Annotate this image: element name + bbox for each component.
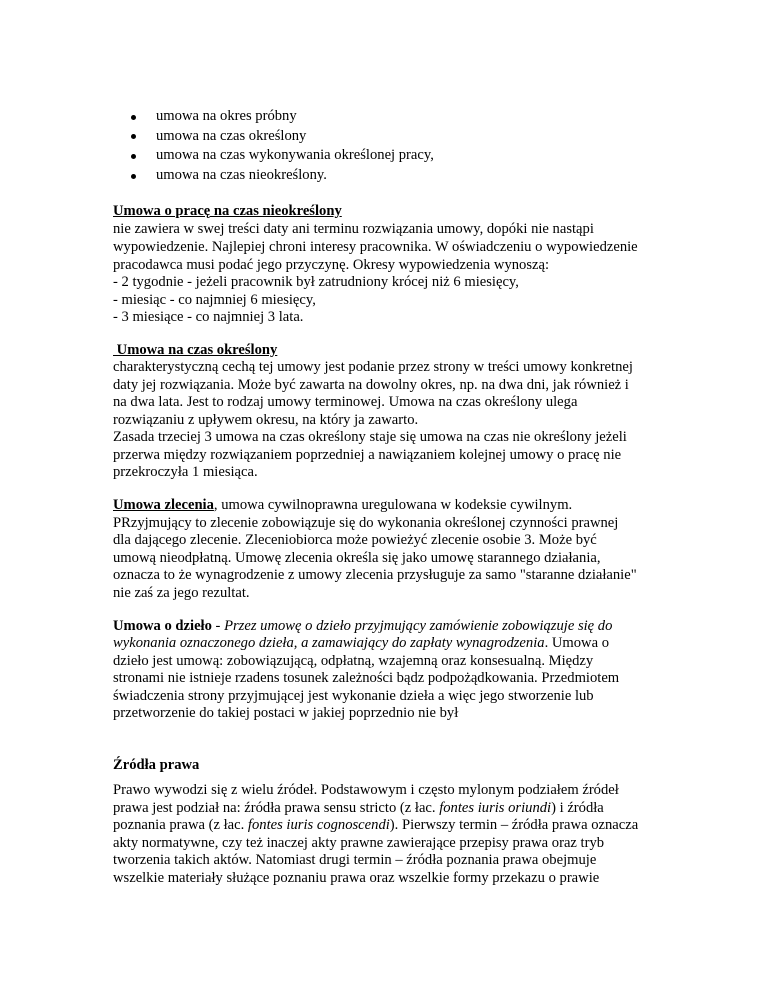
section-heading-mandate: Umowa zlecenia, umowa cywilnoprawna uregulowana w kodeksie cywilnym. bbox=[113, 497, 573, 513]
paragraph-line: akty normatywne, czy też inaczej akty prawne zawierające przepisy prawa oraz tryb bbox=[113, 835, 605, 851]
paragraph-line: Zasada trzeciej 3 umowa na czas określony staje się umowa na czas nie określony jeżeli bbox=[113, 429, 627, 445]
paragraph-line: przetworzenie do takiej postaci w jakiej poprzednio nie był bbox=[113, 705, 459, 721]
paragraph-line: rozwiązaniu z upływem okresu, na który ja zawarto. bbox=[113, 412, 419, 428]
paragraph-line: pracodawca musi podać jego przyczynę. Okresy wypowiedzenia wynoszą: bbox=[113, 257, 550, 273]
paragraph-line: - 2 tygodnie - jeżeli pracownik był zatrudniony krócej niż 6 miesięcy, bbox=[113, 274, 519, 290]
paragraph-line: nie zawiera w swej treści daty ani terminu rozwiązania umowy, dopóki nie nastąpi bbox=[113, 221, 594, 237]
list-item: umowa na czas określony bbox=[113, 127, 434, 147]
paragraph-line: dzieło jest umową: zobowiązującą, odpłatną, wzajemną oraz konsesualną. Między bbox=[113, 653, 594, 669]
bullet-icon bbox=[131, 174, 136, 179]
paragraph-line: umową nieodpłatną. Umowę zlecenia określa się jako umowę starannego działania, bbox=[113, 550, 601, 566]
bullet-icon bbox=[131, 115, 136, 120]
paragraph-line: przerwa między rozwiązaniem poprzedniej a nawiązaniem kolejnej umowy o pracę nie bbox=[113, 447, 622, 463]
paragraph-line: daty jej rozwiązania. Może być zawarta na dowolny okres, np. na dwa dni, jak również i bbox=[113, 377, 629, 393]
paragraph-line: - 3 miesiące - co najmniej 3 lata. bbox=[113, 309, 304, 325]
bullet-icon bbox=[131, 134, 136, 139]
section-heading-indefinite: Umowa o pracę na czas nieokreślony bbox=[113, 203, 342, 219]
paragraph-line: świadczenia strony przyjmującej jest wykonanie dzieła a więc jego stworzenie lub bbox=[113, 688, 594, 704]
section-heading-work: Umowa o dzieło - Przez umowę o dzieło przyjmujący zamówienie zobowiązuje się do bbox=[113, 618, 613, 634]
paragraph-line: PRzyjmujący to zlecenie zobowiązuje się do wykonania określonej czynności prawnej bbox=[113, 515, 619, 531]
paragraph-line: prawa jest podział na: źródła prawa sensu stricto (z łac. fontes iuris oriundi) i źródła bbox=[113, 800, 604, 816]
paragraph-line: - miesiąc - co najmniej 6 miesięcy, bbox=[113, 292, 316, 308]
paragraph-line: przekroczyła 1 miesiąca. bbox=[113, 464, 258, 480]
paragraph-line: na dwa lata. Jest to rodzaj umowy terminowej. Umowa na czas określony ulega bbox=[113, 394, 578, 410]
paragraph-line: dla dającego zlecenie. Zleceniobiorca może powieżyć zlecenie osobie 3. Może być bbox=[113, 532, 597, 548]
paragraph-line: stronami nie istnieje rzadens tosunek zależności bądz podpożądkowania. Przedmiotem bbox=[113, 670, 620, 686]
contract-types-list bbox=[113, 107, 434, 186]
section-heading-fixed-term: Umowa na czas określony bbox=[113, 342, 278, 358]
paragraph-line: oznacza to że wynagrodzenie z umowy zlecenia przysługuje za samo "staranne działanie" bbox=[113, 567, 637, 583]
paragraph-line: nie zaś za jego rezultat. bbox=[113, 585, 250, 601]
paragraph-line: wypowiedzenie. Najlepiej chroni interesy pracownika. W oświadczeniu o wypowiedzenie bbox=[113, 239, 638, 255]
paragraph-line: wszelkie materiały służące poznaniu prawa oraz wszelkie formy przekazu o prawie bbox=[113, 870, 600, 886]
paragraph-line: Prawo wywodzi się z wielu źródeł. Podstawowym i często mylonym podziałem źródeł bbox=[113, 782, 619, 798]
list-item: umowa na okres próbny bbox=[113, 107, 434, 127]
paragraph-line: poznania prawa (z łac. fontes iuris cognoscendi). Pierwszy termin – źródła prawa oznacza bbox=[113, 817, 639, 833]
section-heading-sources-of-law: Źródła prawa bbox=[113, 757, 200, 773]
paragraph-line: charakterystyczną cechą tej umowy jest podanie przez strony w treści umowy konkretnej bbox=[113, 359, 633, 375]
list-item: umowa na czas wykonywania określonej pracy, bbox=[113, 146, 434, 166]
list-item: umowa na czas nieokreślony. bbox=[113, 166, 434, 186]
paragraph-line: wykonania oznaczonego dzieła, a zamawiający do zapłaty wynagrodzenia. Umowa o bbox=[113, 635, 610, 651]
bullet-icon bbox=[131, 154, 136, 159]
paragraph-line: tworzenia takich aktów. Natomiast drugi termin – źródła poznania prawa obejmuje bbox=[113, 852, 597, 868]
